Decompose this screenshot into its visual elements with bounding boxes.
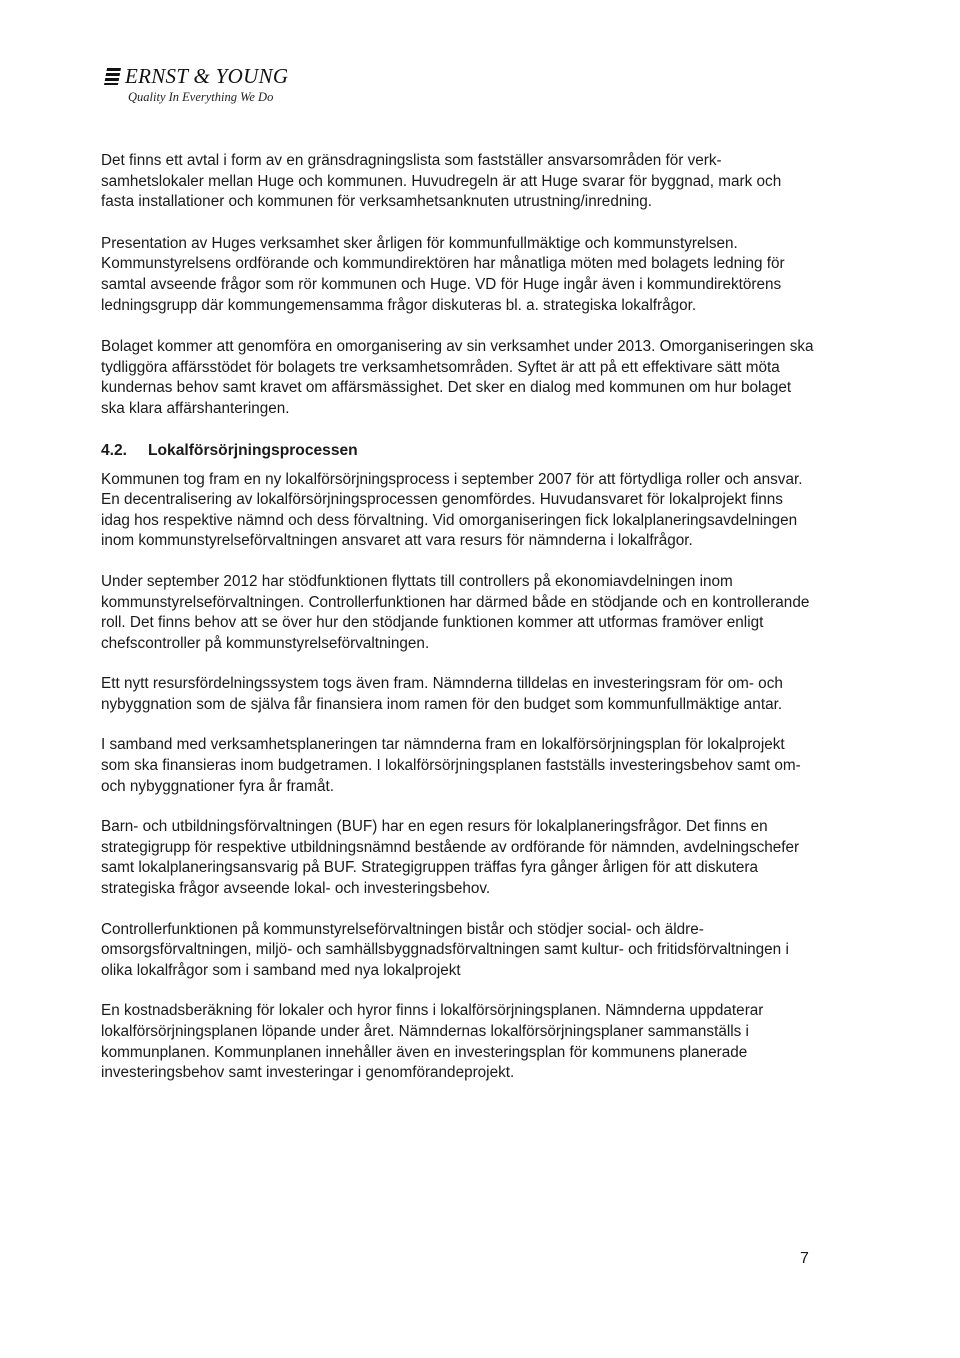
paragraph-buf: Barn- och utbildningsförvaltningen (BUF) har en egen resurs för lokalplaneringsfrågor. Det finns en strategigrupp för respektive utbildningsnämnd bestående av ordförande för nämnden, avdelningschefer samt lokalplaneringsansvarig på BUF. Strategigruppen träffas fyra gånger årligen för att diskutera strategiska frågor avseende lokal- och investeringsbehov. — [101, 818, 800, 898]
paragraph-presentation: Presentation av Huges verksamhet sker årligen för kommunfullmäktige och kommunstyrelsen. Kommunstyrelsens ordförande och kommundirektören har månatliga möten med bolagets ledning för samtal avseende frågor som rör kommunen och Huge. VD för Huge ingår även i kommundirektörens ledningsgrupp där kommungemensamma frågor diskuteras bl. a. strategiska lokalfrågor. — [101, 234, 785, 314]
section-heading — [101, 442, 816, 460]
paragraph-resource-allocation: Ett nytt resursfördelningssystem togs även fram. Nämnderna tilldelas en investeringsram för om- och nybyggnation som de själva får finansiera inom ramen för den budget som kommunfullmäktige antar. — [101, 675, 783, 713]
document-body — [101, 151, 816, 1104]
section-title: Lokalförsörjningsprocessen — [148, 441, 358, 459]
section-number: 4.2. — [101, 441, 128, 459]
paragraph-boundary-agreement: Det finns ett avtal i form av en gränsdragningslista som fastställer ansvarsområden för verksamhetslokaler mellan Huge och kommunen. Huvudregeln är att Huge svarar för byggnad, mark och fasta installationer och kommunen för verksamhetsanknuten utrustning/inredning. — [101, 152, 782, 211]
paragraph-process-2007: Kommunen tog fram en ny lokalförsörjningsprocess i september 2007 för att förtydliga roller och ansvar. En decentralisering av lokalförsörjningsprocessen genomfördes. Huvudansvaret för lokalprojekt finns idag hos respektive nämnd och dess förvaltning. Vid omorganiseringen fick lokalplaneringsavdelningen inom kommunstyrelseförvaltningen ansvaret att vara resurs för nämnderna i lokalfrågor. — [101, 470, 803, 550]
company-logo — [104, 66, 288, 105]
company-tagline: Quality In Everything We Do — [128, 90, 274, 104]
paragraph-reorganisation: Bolaget kommer att genomföra en omorganisering av sin verksamhet under 2013. Omorganiseringen ska tydliggöra affärsstödet för bolagets tre verksamhetsområden. Syftet är att på ett effektivare sätt möta kundernas behov samt kravet om affärsmässighet. Det sker en dialog med kommunen om hur bolaget ska klara affärshanteringen. — [101, 338, 814, 417]
paragraph-cost-calculation: En kostnadsberäkning för lokaler och hyror finns i lokalförsörjningsplanen. Nämnderna uppdaterar lokalförsörjningsplanen löpande under året. Nämndernas lokalförsörjningsplaner sammanställs i kommunplanen. Kommunplanen innehåller även en investeringsplan för kommunens planerade investeringsbehov samt investeringar i genomförandeprojekt. — [101, 1002, 764, 1082]
paragraph-controller-function: Controllerfunktionen på kommunstyrelseförvaltningen bistår och stödjer social- och äldreomsorgsförvaltningen, miljö- och samhällsbyggnadsförvaltningen samt kultur- och fritidsförvaltningen i olika lokalfrågor som i samband med nya lokalprojekt — [101, 920, 789, 979]
ey-logo-mark-icon — [104, 68, 121, 85]
paragraph-support-function: Under september 2012 har stödfunktionen flyttats till controllers på ekonomiavdelningen inom kommunstyrelseförvaltningen. Controllerfunktionen har därmed både en stödjande och en kontrollerande roll. Det finns behov att se över hur den stödjande funktionen kommer att utformas framöver enligt chefscontroller på kommunstyrelseförvaltningen. — [101, 572, 810, 652]
page-number: 7 — [800, 1250, 809, 1267]
paragraph-premises-plan: I samband med verksamhetsplaneringen tar nämnderna fram en lokalförsörjningsplan för lokalprojekt som ska finansieras inom budgetramen. I lokalförsörjningsplanen fastställs investeringsbehov samt om- och nybyggnationer fyra år framåt. — [101, 736, 801, 795]
company-name: ERNST & YOUNG — [125, 64, 289, 88]
